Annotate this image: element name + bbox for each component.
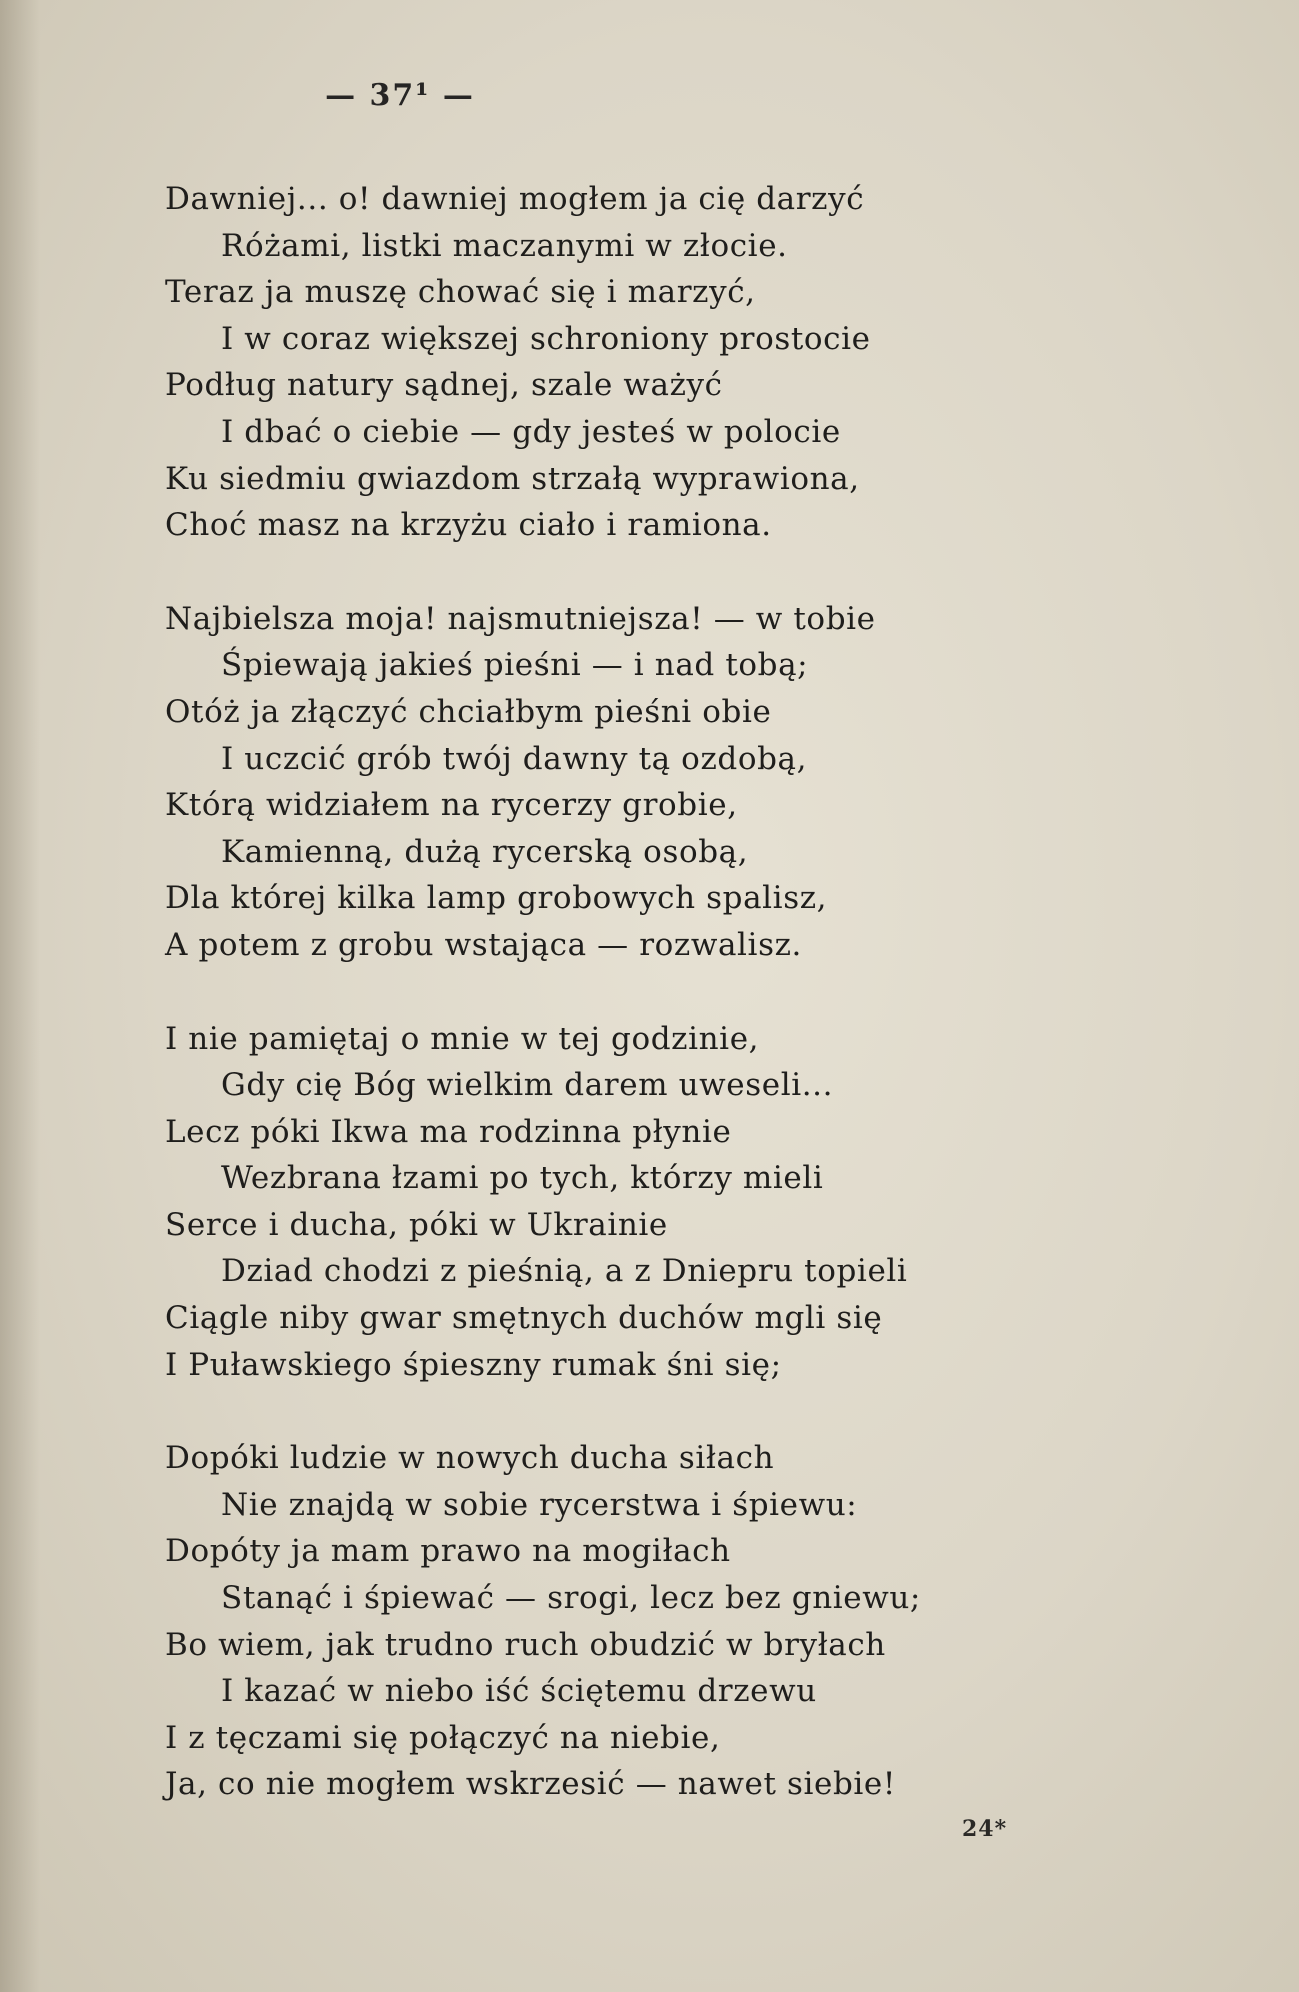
spine-shadow [0, 0, 40, 1992]
verse-line: Ja, co nie mogłem wskrzesić — nawet siebie! [165, 1766, 896, 1803]
verse-line: Dawniej... o! dawniej mogłem ja cię darzyć [165, 181, 865, 217]
verse-line: Dopóki ludzie w nowych ducha siłach [165, 1440, 775, 1477]
verse-line: I nie pamiętaj o mnie w tej godzinie, [165, 1020, 760, 1057]
verse-line: Gdy cię Bóg wielkim darem uweseli... [221, 1067, 834, 1104]
verse-line: I w coraz większej schroniony prostocie [221, 320, 871, 357]
verse-line: A potem z grobu wstająca — rozwalisz. [165, 926, 802, 963]
verse-line: Stanąć i śpiewać — srogi, lecz bez gniewu; [221, 1580, 921, 1617]
verse-line: Dla której kilka lamp grobowych spalisz, [165, 880, 828, 917]
verse-line: Choć masz na krzyżu ciało i ramiona. [165, 507, 772, 544]
stanza-3 [165, 1016, 1165, 1389]
verse-line: Śpiewają jakieś pieśni — i nad tobą; [221, 647, 809, 684]
verse-line: I z tęczami się połączyć na niebie, [165, 1719, 721, 1756]
stanza-2 [165, 596, 1165, 969]
verse-line: Otóż ja złączyć chciałbym pieśni obie [165, 693, 772, 730]
verse-line: Ku siedmiu gwiazdom strzałą wyprawiona, [165, 460, 860, 497]
poem-body [165, 176, 1165, 1855]
verse-line: Którą widziałem na rycerzy grobie, [165, 787, 738, 824]
verse-line: I uczcić grób twój dawny tą ozdobą, [221, 740, 808, 777]
verse-line: Różami, listki maczanymi w złocie. [221, 227, 788, 264]
verse-line: Kamienną, dużą rycerską osobą, [221, 833, 749, 870]
verse-line: Dopóty ja mam prawo na mogiłach [165, 1533, 731, 1570]
verse-line: I kazać w niebo iść ściętemu drzewu [221, 1673, 817, 1710]
printer-signature-mark: 24* [962, 1816, 1008, 1842]
stanza-4 [165, 1435, 1165, 1808]
verse-line: Ciągle niby gwar smętnych duchów mgli się [165, 1300, 883, 1337]
verse-line: Nie znajdą w sobie rycerstwa i śpiewu: [221, 1486, 858, 1523]
verse-line: Teraz ja muszę chować się i marzyć, [165, 274, 756, 311]
verse-line: Najbielsza moja! najsmutniejsza! — w tobie [165, 600, 876, 637]
verse-line: Wezbrana łzami po tych, którzy mieli [221, 1160, 824, 1197]
verse-line: Lecz póki Ikwa ma rodzinna płynie [165, 1113, 732, 1150]
verse-line: I dbać o ciebie — gdy jesteś w polocie [221, 413, 841, 450]
stanza-1 [165, 176, 1165, 549]
verse-line: I Puławskiego śpieszny rumak śni się; [165, 1346, 782, 1383]
verse-line: Dziad chodzi z pieśnią, a z Dniepru topieli [221, 1253, 908, 1290]
verse-line: Podług natury sądnej, szale ważyć [165, 367, 723, 404]
verse-line: Serce i ducha, póki w Ukrainie [165, 1206, 668, 1243]
verse-line: Bo wiem, jak trudno ruch obudzić w bryłach [165, 1626, 886, 1663]
page-number: — 37¹ — [325, 78, 475, 113]
